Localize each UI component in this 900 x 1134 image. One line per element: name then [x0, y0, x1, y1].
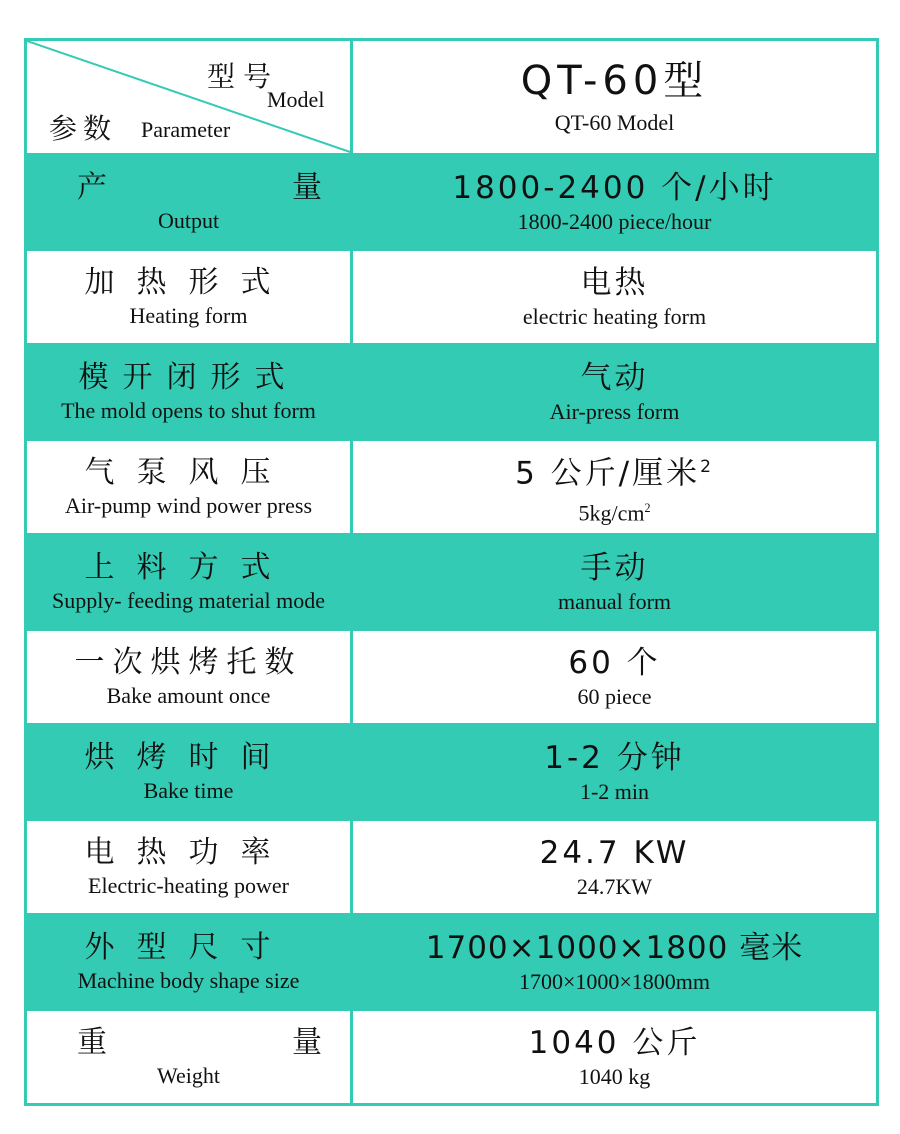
value-en: electric heating form — [522, 304, 707, 329]
param-name-en: Electric-heating power — [88, 873, 289, 898]
value-en: 60 piece — [577, 684, 652, 709]
spec-row-bake-amount — [26, 630, 878, 725]
param-name-en: Heating form — [129, 303, 248, 328]
param-cell — [26, 345, 352, 440]
header-corner-cell — [26, 40, 352, 155]
value-cell — [352, 535, 878, 630]
param-name-zh: 外型尺寸 — [84, 930, 293, 965]
param-cell — [26, 915, 352, 1010]
param-name-zh: 上料方式 — [84, 550, 293, 585]
value-zh: 1-2 分钟 — [544, 740, 685, 776]
param-name-en: Supply- feeding material mode — [51, 588, 326, 613]
model-label-zh: 型号 — [207, 60, 280, 93]
param-name-zh: 气泵风压 — [84, 455, 293, 490]
spec-row-mold-form — [26, 345, 878, 440]
param-name-zh: 重 量 — [77, 1025, 322, 1060]
param-cell — [26, 250, 352, 345]
value-zh: 气动 — [580, 360, 649, 396]
value-en: 1700×1000×1800mm — [518, 969, 711, 994]
param-cell — [26, 155, 352, 250]
param-name-en: The mold opens to shut form — [61, 398, 316, 423]
value-en: 1040 kg — [578, 1064, 651, 1089]
param-cell — [26, 820, 352, 915]
value-cell — [352, 440, 878, 535]
spec-row-weight — [26, 1010, 878, 1105]
value-en: 1800-2400 piece/hour — [517, 209, 712, 234]
spec-row-heating-form — [26, 250, 878, 345]
param-name-en: Machine body shape size — [77, 968, 300, 993]
value-zh: 1800-2400 个/小时 — [452, 170, 777, 206]
param-name-zh: 烘烤时间 — [84, 740, 293, 775]
value-zh: 24.7 KW — [539, 835, 690, 871]
param-name-en: Air-pump wind power press — [64, 493, 313, 518]
param-cell — [26, 440, 352, 535]
param-name-en: Output — [157, 208, 220, 233]
value-zh: 手动 — [580, 550, 649, 586]
spec-row-feeding-mode — [26, 535, 878, 630]
param-cell — [26, 1010, 352, 1105]
spec-row-air-pump — [26, 440, 878, 535]
param-name-en: Bake time — [143, 778, 234, 803]
value-cell — [352, 820, 878, 915]
param-cell — [26, 725, 352, 820]
value-en: $5kg/cm^2$ — [578, 499, 651, 525]
param-cell — [26, 630, 352, 725]
value-cell — [352, 915, 878, 1010]
header-row — [26, 40, 878, 155]
value-en: manual form — [557, 589, 672, 614]
value-en: 1-2 min — [579, 779, 650, 804]
header-model-cell — [352, 40, 878, 155]
value-cell — [352, 630, 878, 725]
model-subtitle: QT-60 Model — [554, 110, 675, 135]
param-name-zh: 一次烘烤托数 — [74, 645, 303, 680]
param-label-en: Parameter — [141, 117, 231, 142]
spec-row-heating-power — [26, 820, 878, 915]
value-cell — [352, 250, 878, 345]
param-name-zh: 电热功率 — [84, 835, 293, 870]
param-name-en: Weight — [157, 1063, 220, 1088]
value-zh: 1700×1000×1800 毫米 — [425, 930, 804, 966]
value-en: 24.7KW — [576, 874, 653, 899]
param-name-zh: 加热形式 — [84, 265, 293, 300]
value-cell — [352, 725, 878, 820]
param-label-zh: 参数 — [49, 112, 118, 145]
value-zh: 1040 公斤 — [528, 1025, 701, 1061]
param-name-zh: 产 量 — [77, 170, 322, 205]
spec-row-bake-time — [26, 725, 878, 820]
value-zh: 60 个 — [568, 645, 661, 681]
param-name-en: Bake amount once — [106, 683, 271, 708]
value-cell — [352, 1010, 878, 1105]
model-label-en: Model — [267, 87, 325, 112]
spec-row-output — [26, 155, 878, 250]
value-zh: 5 公斤/厘米$^2$ — [515, 455, 714, 492]
value-cell — [352, 345, 878, 440]
param-name-zh: 模开闭形式 — [78, 360, 299, 395]
value-en: Air-press form — [549, 399, 680, 424]
param-cell — [26, 535, 352, 630]
spec-row-body-size — [26, 915, 878, 1010]
model-title: QT-60型 — [520, 58, 709, 104]
value-zh: 电热 — [580, 265, 649, 301]
spec-table — [24, 38, 879, 1106]
value-cell — [352, 155, 878, 250]
